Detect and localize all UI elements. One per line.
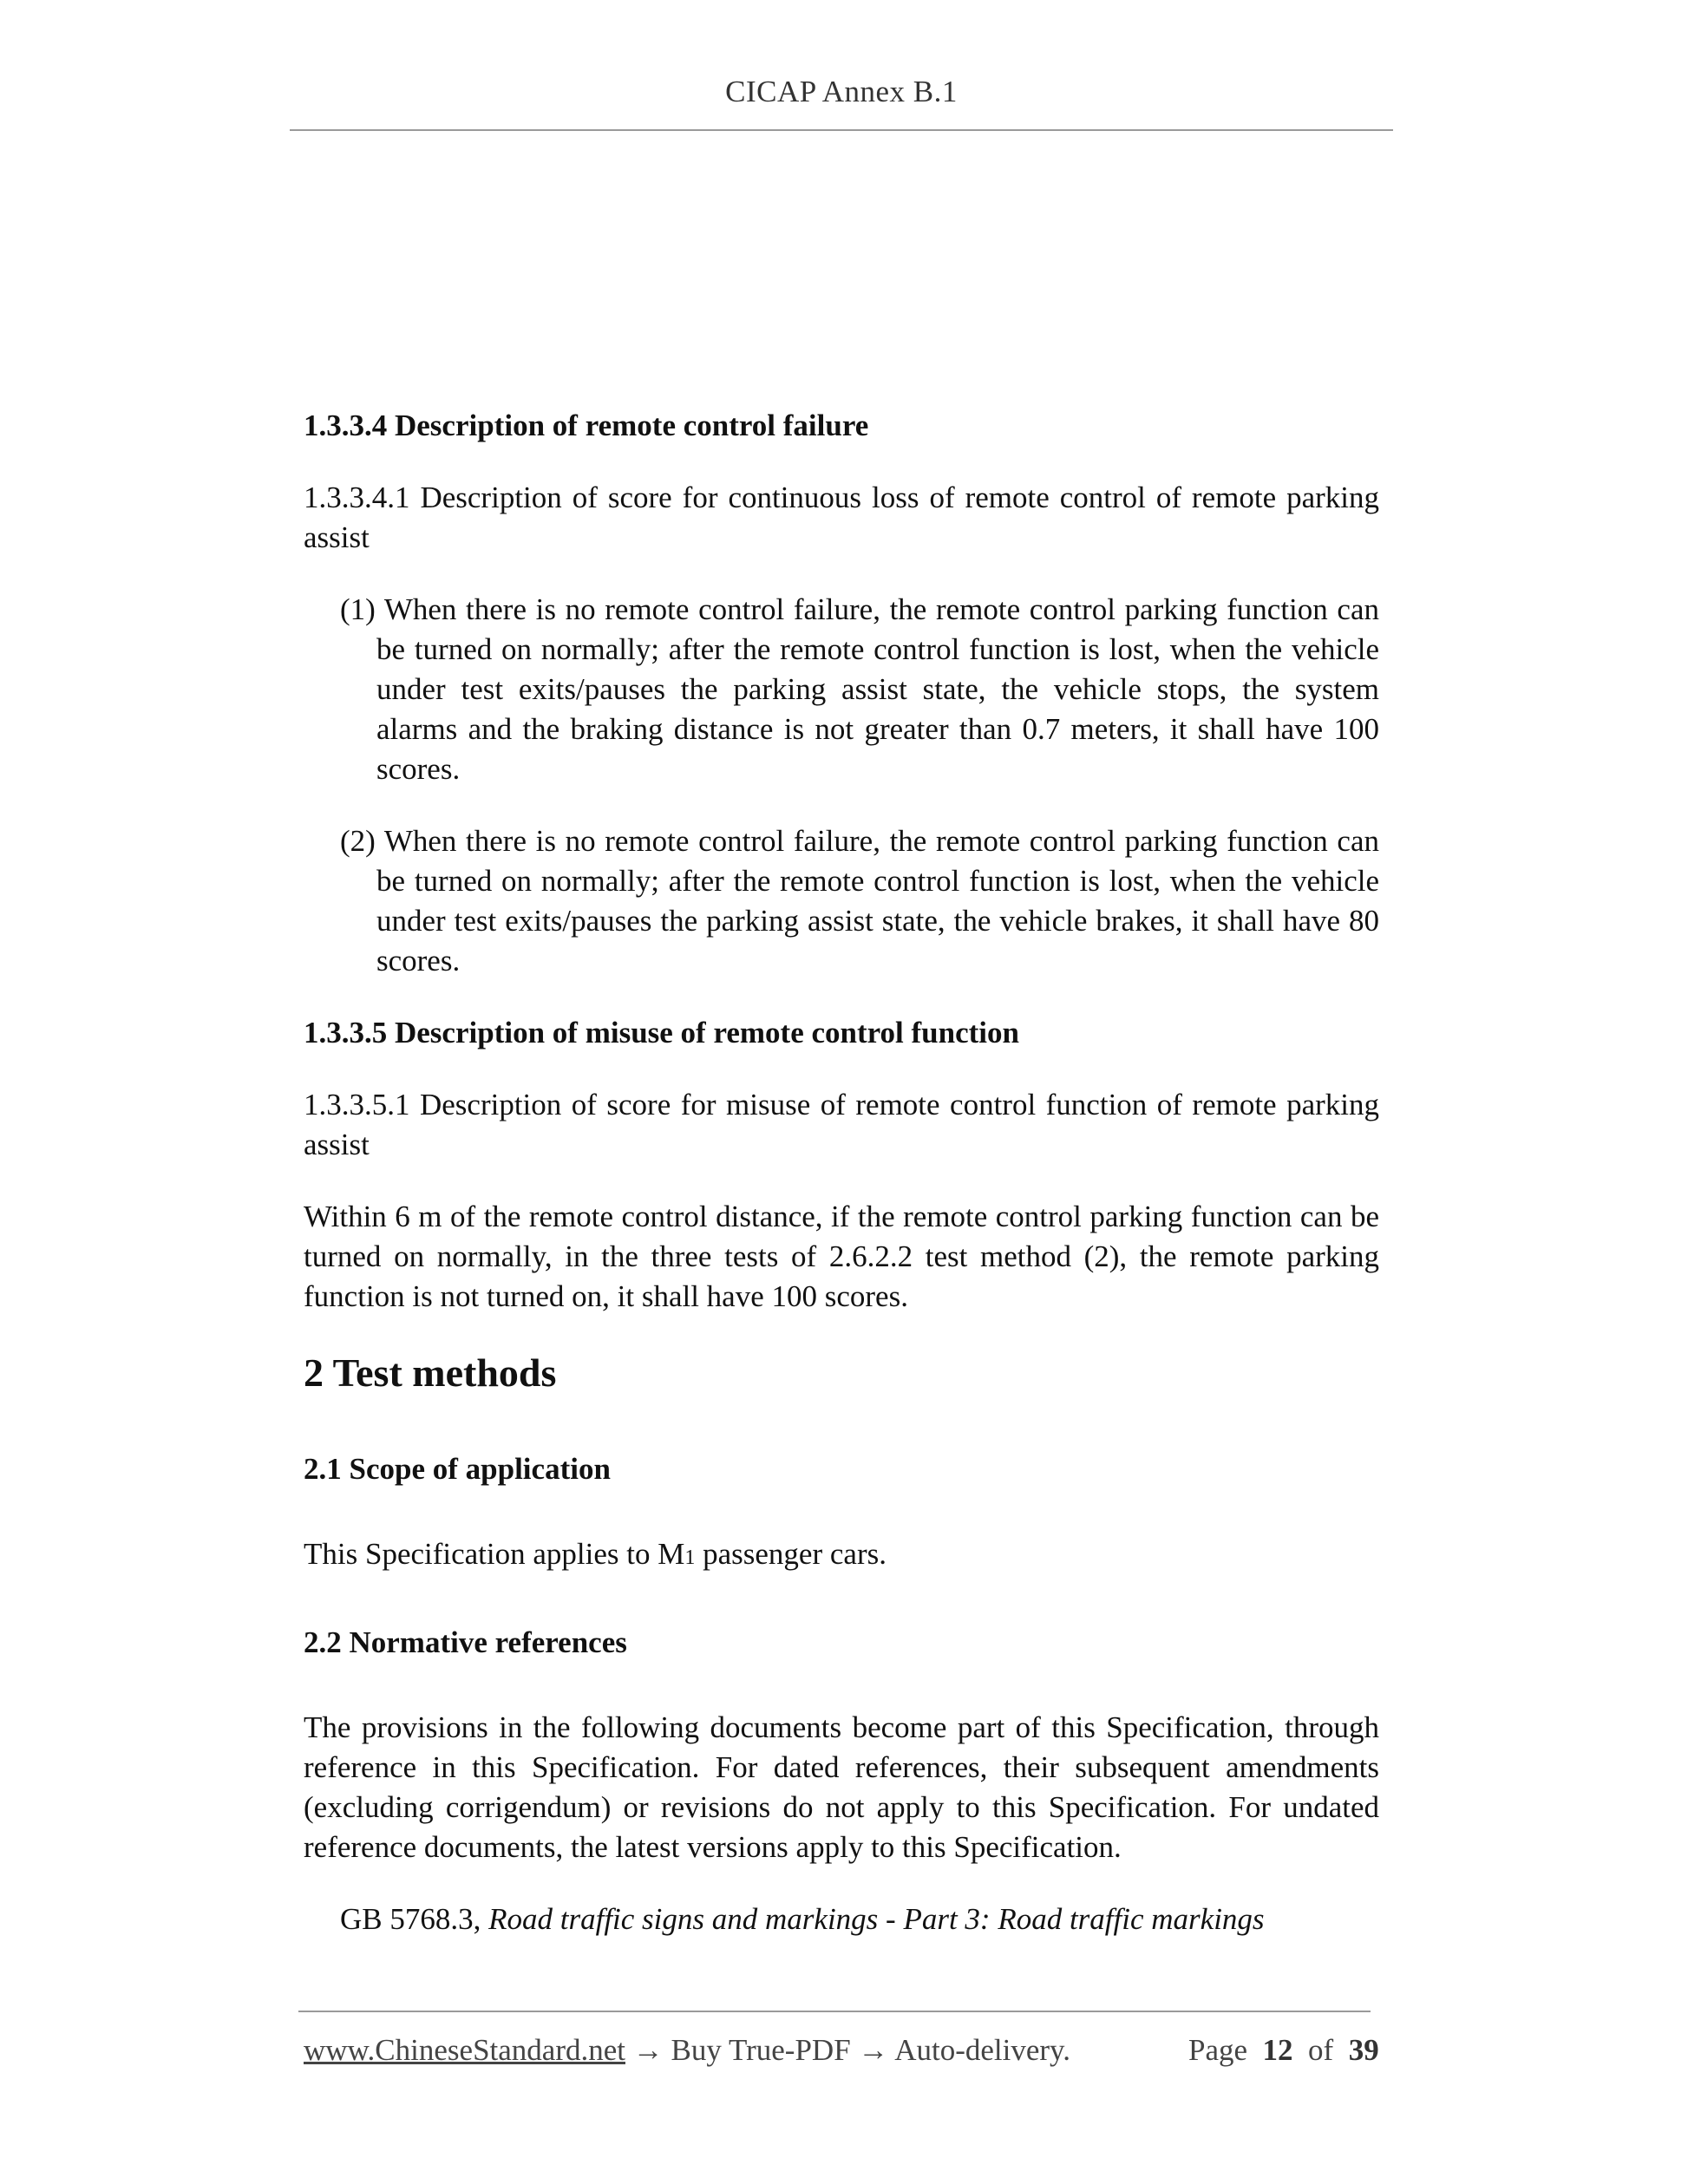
chapter-heading-test-methods: 2 Test methods [304,1350,557,1395]
current-page-number: 12 [1262,2033,1293,2067]
list-item-number: (1) [340,592,376,626]
footer-tagline: → Buy True-PDF → Auto-delivery. [625,2033,1071,2067]
section-heading-2-1: 2.1 Scope of application [304,1452,611,1486]
subsection-heading-1-3-3-5-1: 1.3.3.5.1 Description of score for misuse of remote control function of remote parking assist [304,1088,1379,1161]
list-item [340,821,1379,981]
footer-promo [304,2033,1070,2068]
section-heading-1-3-3-5: 1.3.3.5 Description of misuse of remote control function [304,1016,1019,1049]
subscript: 1 [684,1546,696,1569]
list-item-number: (2) [340,824,376,858]
list-item [340,590,1379,789]
chinesestandard-link[interactable]: www.ChineseStandard.net [304,2033,625,2067]
document-body [304,406,1379,1939]
section-heading-1-3-3-4: 1.3.3.4 Description of remote control failure [304,409,869,442]
paragraph-scope: This Specification applies to M1 passenger cars. [304,1537,887,1571]
page-header-title: CICAP Annex B.1 [725,75,958,108]
paragraph-misuse-score: Within 6 m of the remote control distance, if the remote control parking function can be turned on normally, in the three tests of 2.6.2.2 test method (2), the remote parking function is not turned on, it shall have 100 scores. [304,1200,1379,1313]
paragraph-normative-references: The provisions in the following documents become part of this Specification, through reference in this Specification. For dated references, their subsequent amendments (excluding corrigendum) or revisions do not apply to this Specification. For undated reference documents, the latest versions apply to this Specification. [304,1710,1379,1864]
footer-divider [298,2011,1371,2012]
section-heading-2-2: 2.2 Normative references [304,1625,627,1659]
header-divider [290,129,1393,131]
reference-code: GB 5768.3, [340,1902,481,1936]
reference-title: Road traffic signs and markings - Part 3: Road traffic markings [488,1902,1265,1936]
page-indicator: Page 12 of 39 [1188,2033,1379,2067]
reference-entry [340,1900,1379,1939]
list-item-text: When there is no remote control failure, the remote control parking function can be turned on normally; after the remote control function is lost, when the vehicle under test exits/pauses the parking assist state, the vehicle brakes, it shall have 80 scores. [376,824,1379,978]
list-item-text: When there is no remote control failure, the remote control parking function can be turned on normally; after the remote control function is lost, when the vehicle under test exits/pauses the parking assist state, the vehicle stops, the system alarms and the braking distance is not greater than 0.7 meters, it shall have 100 scores. [376,592,1379,786]
subsection-heading-1-3-3-4-1: 1.3.3.4.1 Description of score for continuous loss of remote control of remote parking assist [304,481,1379,554]
total-pages: 39 [1348,2033,1379,2067]
